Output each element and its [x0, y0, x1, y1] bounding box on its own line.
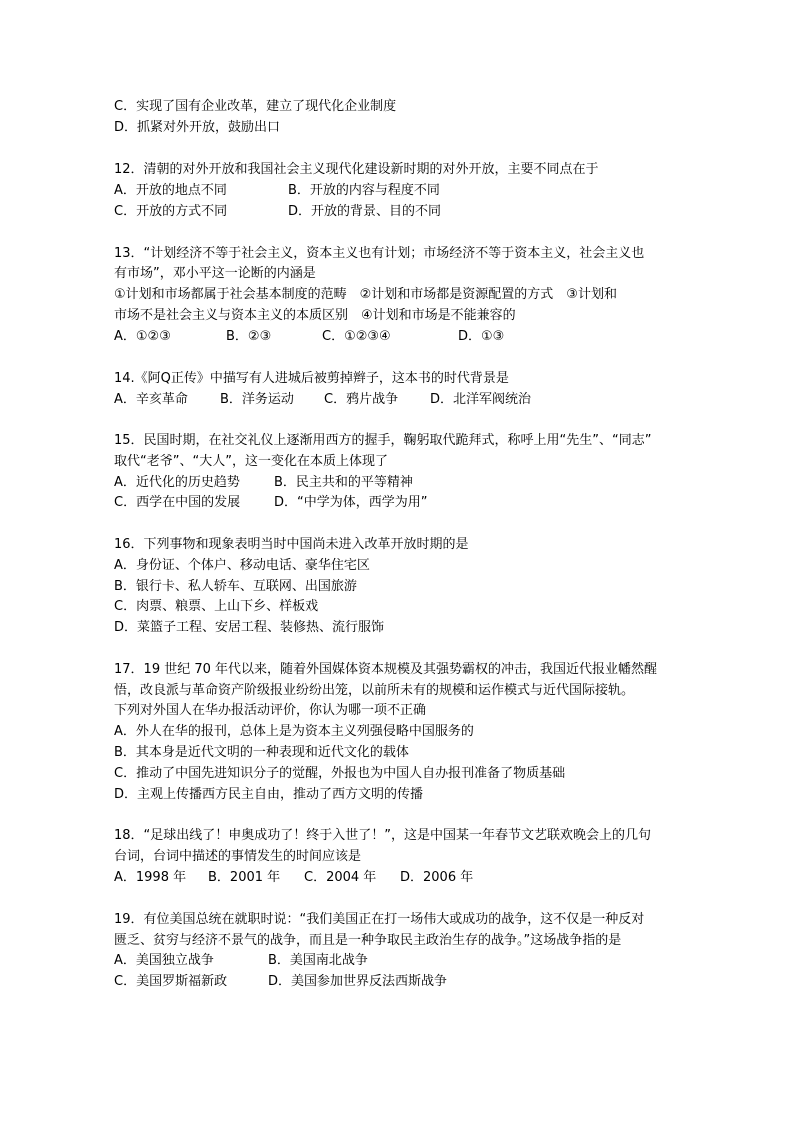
q13-option-a: A．①②③	[114, 329, 171, 344]
q17-option-a: A．外人在华的报刊，总体上是为资本主义列强侵略中国服务的	[114, 724, 474, 739]
q19-option-d: D．美国参加世界反法西斯战争	[268, 974, 448, 989]
q13-stem-line1: 13．“计划经济不等于社会主义，资本主义也有计划；市场经济不等于资本主义，社会主义也	[114, 246, 645, 261]
q14-option-c: C．鸦片战争	[324, 392, 399, 407]
q17-stem-line1: 17．19 世纪 70 年代以来，随着外国媒体资本规模及其强势霸权的冲击，我国近代报业幡然醒	[114, 662, 658, 677]
q16-stem: 16．下列事物和现象表明当时中国尚未进入改革开放时期的是	[114, 537, 469, 552]
q18-option-c: C．2004 年	[304, 870, 377, 885]
q12-option-d: D．开放的背景、目的不同	[288, 204, 442, 219]
q14-stem: 14.《阿Q正传》中描写有人进城后被剪掉辫子，这本书的时代背景是	[114, 371, 509, 386]
q18-option-b: B．2001 年	[208, 870, 281, 885]
q15-option-b: B．民主共和的平等精神	[274, 475, 413, 490]
q12-option-c: C．开放的方式不同	[114, 204, 228, 219]
q16-option-d: D．菜篮子工程、安居工程、装修热、流行服饰	[114, 620, 385, 635]
q19-option-c: C．美国罗斯福新政	[114, 974, 228, 989]
q14-option-a: A．辛亥革命	[114, 392, 188, 407]
q13-option-b: B．②③	[226, 329, 272, 344]
q15-stem-line2: 取代“老爷”、“大人”，这一变化在本质上体现了	[114, 454, 388, 469]
q16-option-c: C．肉票、粮票、上山下乡、样板戏	[114, 599, 319, 614]
q11-option-d: D．抓紧对外开放，鼓励出口	[114, 120, 281, 135]
q18-option-d: D．2006 年	[400, 870, 474, 885]
q16-option-b: B．银行卡、私人轿车、互联网、出国旅游	[114, 579, 357, 594]
q11-option-c: C．实现了国有企业改革，建立了现代化企业制度	[114, 99, 397, 114]
q15-option-d: D．“中学为体，西学为用”	[274, 495, 428, 510]
q12-option-a: A．开放的地点不同	[114, 183, 227, 198]
q19-option-a: A．美国独立战争	[114, 953, 214, 968]
q16-option-a: A．身份证、个体户、移动电话、豪华住宅区	[114, 558, 370, 573]
q19-option-b: B．美国南北战争	[268, 953, 368, 968]
q14-option-b: B．洋务运动	[220, 392, 294, 407]
q17-option-c: C．推动了中国先进知识分子的觉醒，外报也为中国人自办报刊准备了物质基础	[114, 766, 566, 781]
q18-stem-line2: 台词，台词中描述的事情发生的时间应该是	[114, 849, 362, 864]
q18-option-a: A．1998 年	[114, 870, 187, 885]
q15-stem-line1: 15．民国时期，在社交礼仪上逐渐用西方的握手，鞠躬取代跪拜式，称呼上用“先生”、“同志”	[114, 433, 652, 448]
q13-option-d: D．①③	[458, 329, 505, 344]
q19-stem-line1: 19．有位美国总统在就职时说：“我们美国正在打一场伟大或成功的战争，这不仅是一种反对	[114, 912, 645, 927]
q17-stem-line3: 下列对外国人在华办报活动评价，你认为哪一项不正确	[114, 703, 427, 718]
q18-stem-line1: 18．“足球出线了！申奥成功了！终于入世了！”，这是中国某一年春节文艺联欢晚会上的几句	[114, 828, 652, 843]
q17-option-b: B．其本身是近代文明的一种表现和近代文化的载体	[114, 745, 409, 760]
q13-items-line2: 市场不是社会主义与资本主义的本质区别 ④计划和市场是不能兼容的	[114, 308, 516, 323]
q15-option-c: C．西学在中国的发展	[114, 495, 241, 510]
q13-items-line1: ①计划和市场都属于社会基本制度的范畴 ②计划和市场都是资源配置的方式 ③计划和	[114, 287, 617, 302]
q14-option-d: D．北洋军阀统治	[430, 392, 532, 407]
q13-stem-line2: 有市场”，邓小平这一论断的内涵是	[114, 266, 316, 281]
q12-stem: 12．清朝的对外开放和我国社会主义现代化建设新时期的对外开放，主要不同点在于	[114, 162, 599, 177]
q17-option-d: D．主观上传播西方民主自由，推动了西方文明的传播	[114, 787, 424, 802]
q12-option-b: B．开放的内容与程度不同	[288, 183, 440, 198]
q19-stem-line2: 匮乏、贫穷与经济不景气的战争，而且是一种争取民主政治生存的战争。”这场战争指的是	[114, 933, 622, 948]
q13-option-c: C．①②③④	[322, 329, 391, 344]
q17-stem-line2: 悟，改良派与革命资产阶级报业纷纷出笼，以前所未有的规模和运作模式与近代国际接轨。	[114, 683, 635, 698]
q15-option-a: A．近代化的历史趋势	[114, 475, 240, 490]
